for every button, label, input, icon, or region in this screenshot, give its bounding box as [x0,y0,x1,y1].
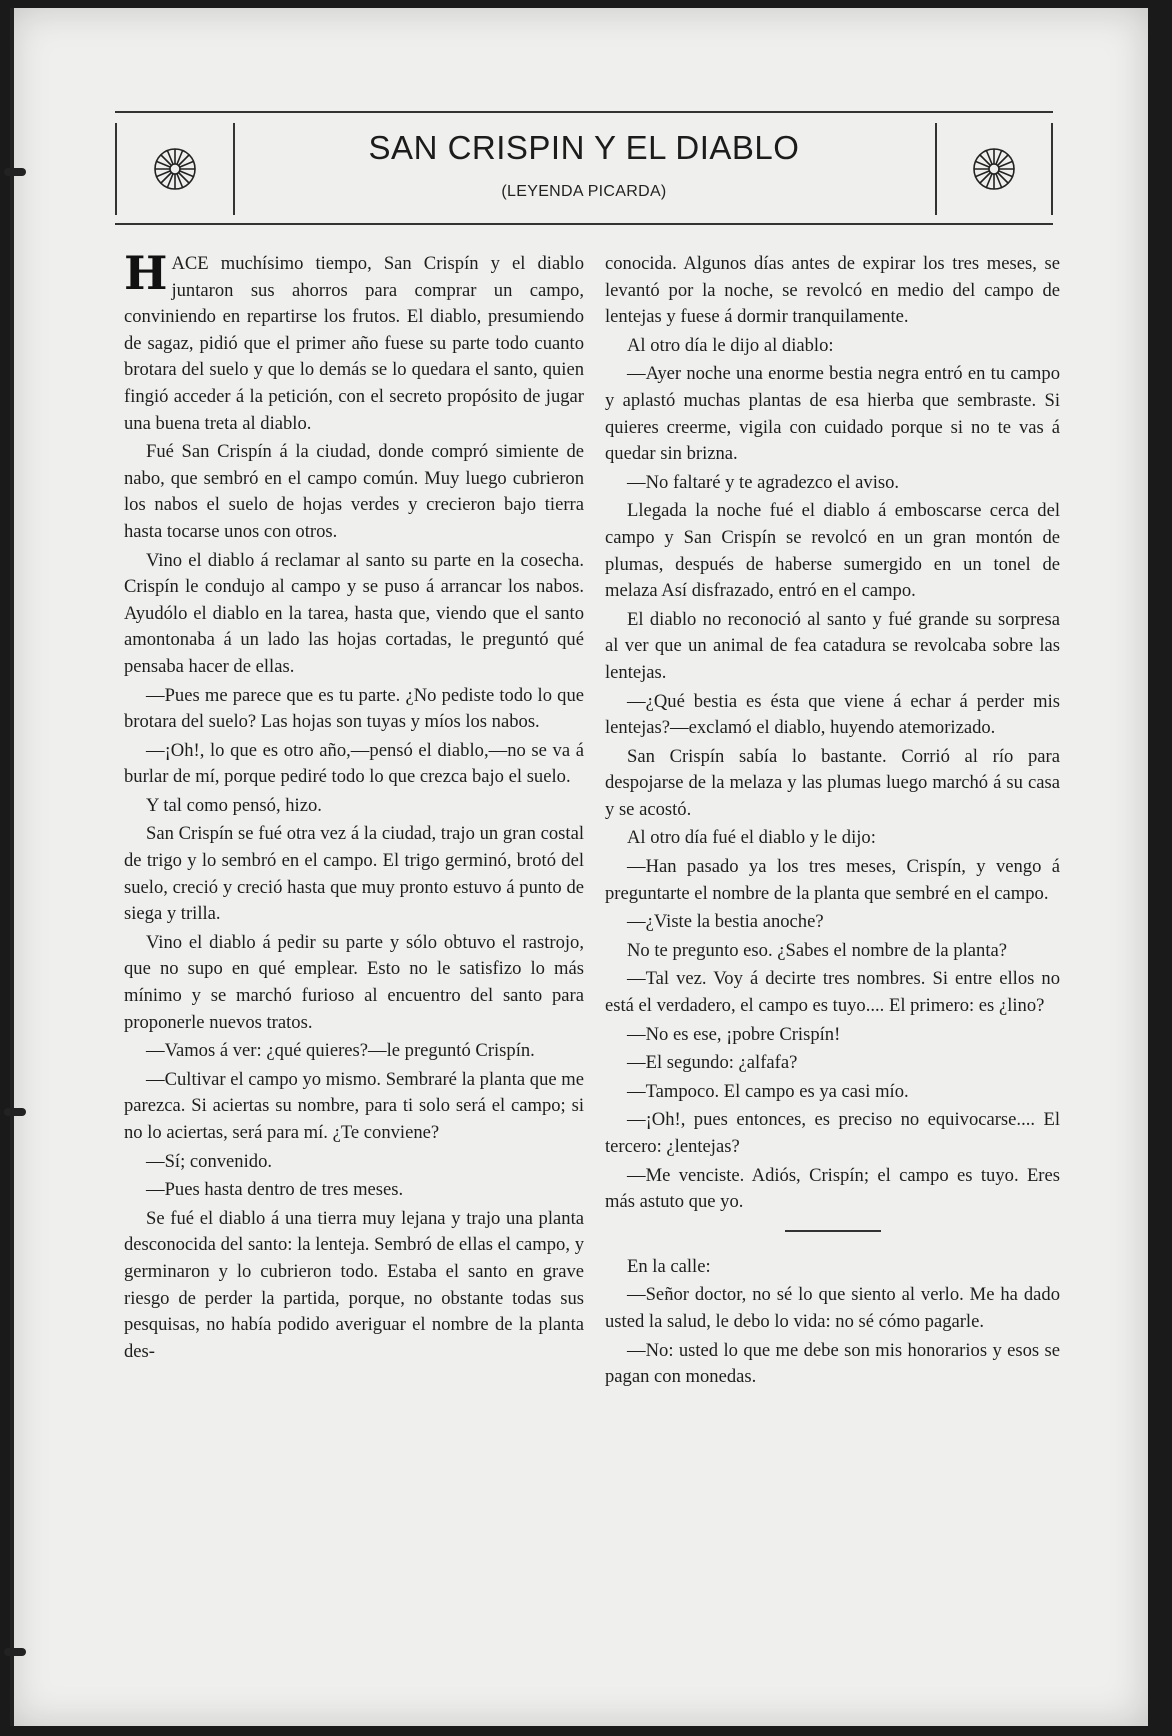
paragraph: —Tampoco. El campo es ya casi mío. [627,1080,909,1102]
paragraph: —No es ese, ¡pobre Crispín! [627,1023,841,1045]
paragraph: Vino el diablo á reclamar al santo su parte en la cosecha. Crispín le condujo al campo y se puso á arrancar los nabos. Ayudólo el diablo en la tarea, hasta que, viendo que el santo amontonaba á un lado las hojas cortadas, le preguntó qué pensaba hacer de ellas. [124,549,584,677]
paragraph: —Pues hasta dentro de tres meses. [146,1179,404,1201]
paragraph: Fué San Crispín á la ciudad, donde compró simiente de nabo, que sembró en el campo común. Muy luego cubrieron los nabos el suelo de hojas verdes y crecieron bajo tierra hasta tocarse unos con otros. [124,441,584,542]
paragraph: Llegada la noche fué el diablo á emboscarse cerca del campo y San Crispín se revolcó en un gran montón de plumas, después de haberse sumergido en un tonel de melaza Así disfrazado, entró en el campo. [605,500,1060,602]
ornament-box-left [115,123,235,215]
paragraph: —Han pasado ya los tres meses, Crispín, y vengo á preguntarte el nombre de la planta que sembré en el campo. [605,856,1060,904]
paragraph: —Cultivar el campo yo mismo. Sembraré la planta que me parezca. Si aciertas su nombre, para ti solo será el campo; si no lo aciertas, será para mí. ¿Te conviene? [124,1068,584,1143]
paragraph: Al otro día fué el diablo y le dijo: [627,827,876,849]
paragraph: Vino el diablo á pedir su parte y sólo obtuvo el rastrojo, que no supo en qué emplear. Esto no le satisfizo lo más mínimo y se marchó furioso al encuentro del santo para proponerle nuevos tratos. [124,931,584,1033]
paragraph: —Pues me parece que es tu parte. ¿No pediste todo lo que brotara del suelo? Las hojas son tuyas y míos los nabos. [124,684,584,733]
ornament-box-right [935,123,1053,215]
paragraph: Se fué el diablo á una tierra muy lejana y trajo una planta desconocida del santo: la lenteja. Sembró de ellas el campo, y germinaron y lo cubrieron todo. Estaba el santo en grave riesgo de perder la partida, porque, no obstante todas sus pesquisas, no había podido averiguar el nombre de la planta des- [124,1207,584,1362]
paragraph: San Crispín sabía lo bastante. Corrió al río para despojarse de la melaza y las plumas luego marchó á su casa y se acostó. [605,745,1060,820]
rosette-icon [150,144,200,194]
paragraph: —Ayer noche una enorme bestia negra entró en tu campo y aplastó muchas plantas de esa hierba que sembraste. Si quieres creerme, vigila con cuidado porque si no te vas á quedar sin brizna. [605,363,1060,465]
paragraph: —Señor doctor, no sé lo que siento al verlo. Me ha dado usted la salud, le debo lo vida: no sé cómo pagarle. [605,1284,1060,1332]
paragraph: —¡Oh!, pues entonces, es preciso no equivocarse.... El tercero: ¿lentejas? [605,1109,1060,1157]
page [10,8,1148,1726]
paragraph: Y tal como pensó, hizo. [146,794,322,816]
paragraph: No te pregunto eso. ¿Sabes el nombre de la planta? [627,939,1008,961]
paragraph: Al otro día le dijo al diablo: [627,334,834,356]
paragraph: —No: usted lo que me debe son mis honorarios y esos se pagan con monedas. [605,1339,1060,1388]
paragraph: —Me venciste. Adiós, Crispín; el campo es tuyo. Eres más astuto que yo. [605,1164,1060,1213]
binding-pin [4,168,26,176]
paragraph: El diablo no reconoció al santo y fué grande su sorpresa al ver que un animal de fea catadura se revolcaba sobre las lentejas. [605,608,1060,683]
left-column [124,246,584,1367]
paragraph: —Sí; convenido. [146,1150,273,1172]
drop-cap: H [124,246,168,300]
article-title: SAN CRISPIN Y EL DIABLO [368,129,800,166]
article-header [115,111,1053,225]
section-divider [785,1230,881,1232]
binding-pin [4,1648,26,1656]
paragraph: HACE muchísimo tiempo, San Crispín y el diablo juntaron sus ahorros para comprar un campo, conviniendo en repartirse los frutos. El diablo, presumiendo de sagaz, pidió que el primer año fuese su parte todo cuanto brotara del suelo y que lo demás se lo quedara el santo, quien fingió acceder á la petición, con el secreto propósito de jugar una buena treta al diablo. [124,246,584,434]
rosette-icon [969,144,1019,194]
paragraph: —¡Oh!, lo que es otro año,—pensó el diablo,—no se va á burlar de mí, porque pediré todo lo que crezca bajo el suelo. [124,739,584,788]
paragraph: —Vamos á ver: ¿qué quieres?—le preguntó Crispín. [146,1040,535,1062]
paragraph: —Tal vez. Voy á decirte tres nombres. Si entre ellos no está el verdadero, el campo es tuyo.... El primero: es ¿lino? [605,968,1060,1017]
paragraph: —¿Viste la bestia anoche? [627,911,824,933]
paragraph: —No faltaré y te agradezco el aviso. [627,471,900,493]
paragraph: —El segundo: ¿alfafa? [627,1052,798,1074]
binding-edge [10,8,14,1726]
paragraph: conocida. Algunos días antes de expirar los tres meses, se levantó por la noche, se revolcó en medio del campo de lentejas y fuese á dormir tranquilamente. [605,253,1060,328]
paragraph: —¿Qué bestia es ésta que viene á echar á perder mis lentejas?—exclamó el diablo, huyendo atemorizado. [605,690,1060,739]
paragraph: San Crispín se fué otra vez á la ciudad, trajo un gran costal de trigo y lo sembró en el campo. El trigo germinó, brotó del suelo, creció y creció hasta que muy pronto estuvo á punto de siega y trilla. [124,823,584,925]
right-column [605,251,1060,1393]
article-subtitle: (LEYENDA PICARDA) [501,183,667,200]
binding-pin [4,1108,26,1116]
paragraph: En la calle: [627,1255,711,1277]
